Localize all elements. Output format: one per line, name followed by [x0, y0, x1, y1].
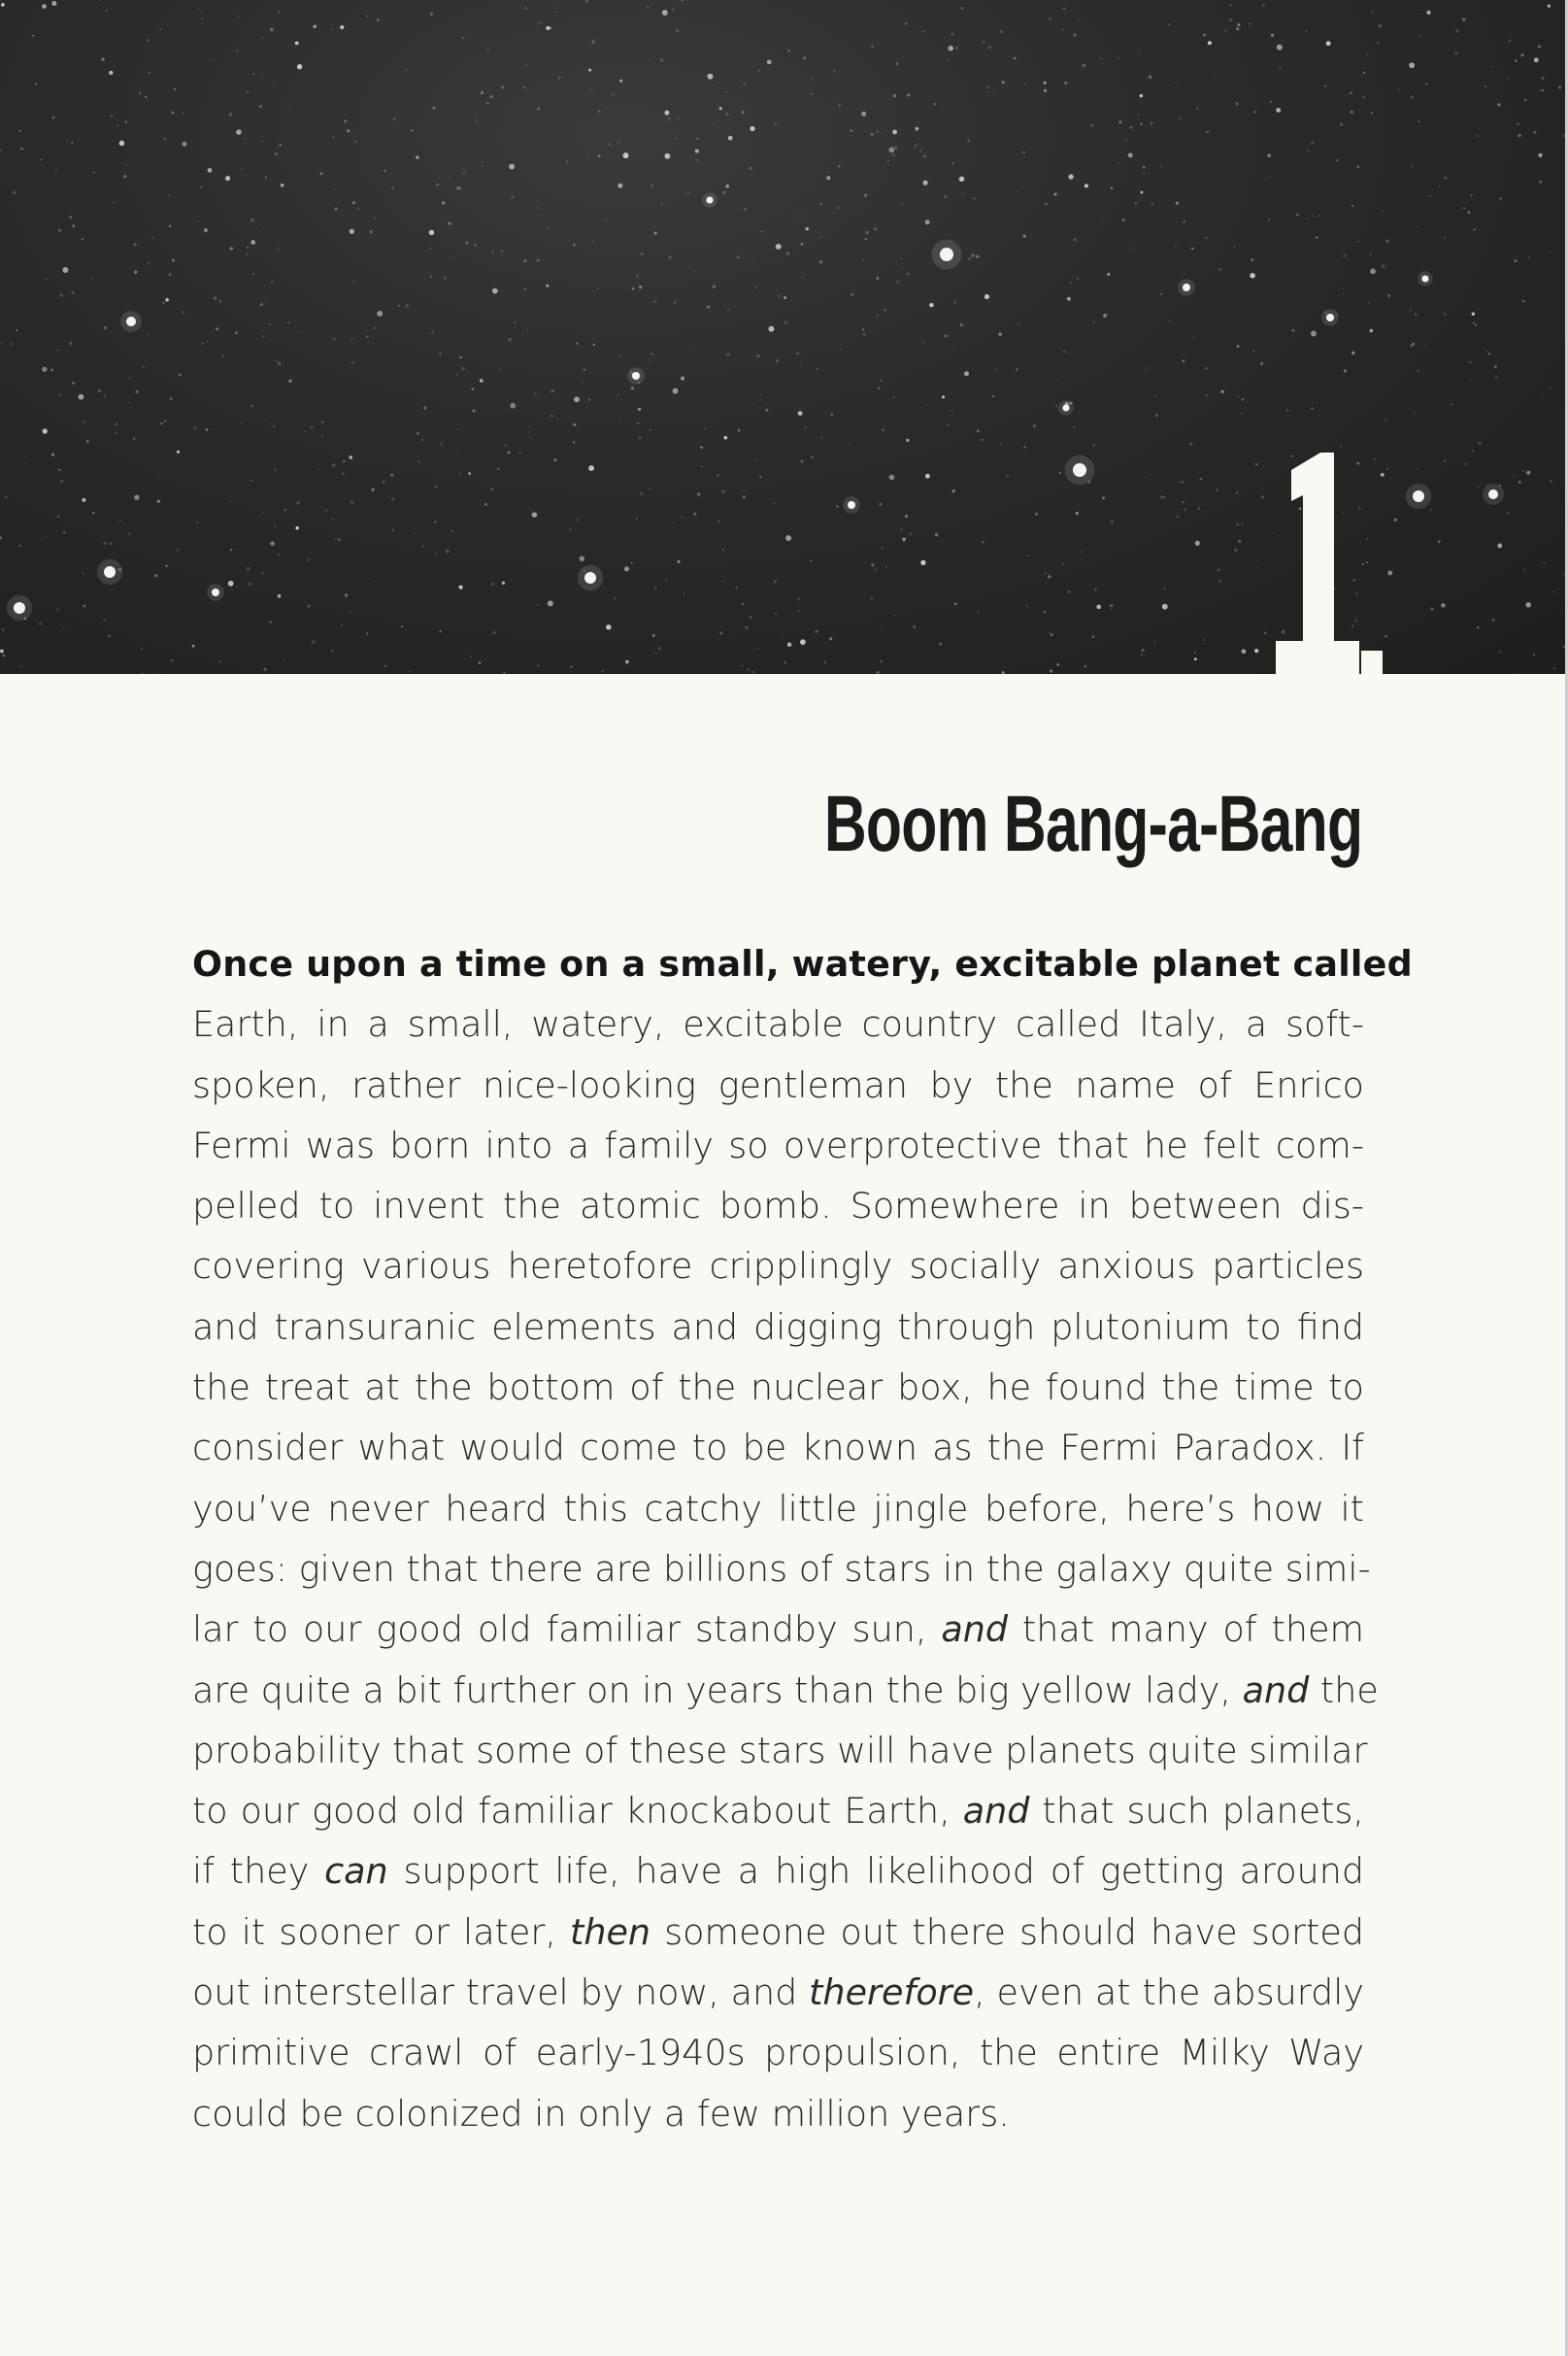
body-text-segment: consider what would come to be known as the Fermi Paradox. If — [192, 1427, 1364, 1469]
body-text-segment: support life, have a high likelihood of getting around — [387, 1850, 1364, 1893]
body-line — [192, 1418, 1364, 1478]
body-text-segment: to it sooner or later, — [192, 1910, 571, 1953]
emphasis-text: and — [962, 1790, 1030, 1833]
chapter-number-1-step — [1361, 651, 1383, 674]
emphasis-text: therefore — [809, 1971, 975, 2014]
body-text-segment: primitive crawl of early-1940s propulsion, the entire Milky Way — [192, 2032, 1364, 2074]
body-text-segment: to our good old familiar knockabout Earth, — [192, 1790, 963, 1833]
body-line — [192, 1661, 1379, 1721]
body-line — [192, 1176, 1364, 1236]
body-line — [192, 1963, 1364, 2023]
body-line — [192, 1781, 1364, 1841]
body-text-segment: the — [1309, 1668, 1379, 1711]
body-text-segment: covering various heretofore cripplingly socially anxious particles — [192, 1245, 1364, 1288]
emphasis-text: then — [570, 1910, 651, 1953]
body-line — [192, 1056, 1364, 1116]
chapter-number-graphic — [1266, 435, 1383, 674]
body-line — [192, 2084, 1364, 2144]
body-text-segment: lar to our good old familiar standby sun, — [192, 1608, 942, 1651]
body-text-segment: spoken, rather nice-looking gentleman by the name of Enrico — [192, 1063, 1364, 1106]
body-line — [192, 1721, 1368, 1781]
emphasis-text: can — [324, 1850, 388, 1893]
body-line — [192, 1116, 1364, 1176]
emphasis-text: and — [941, 1608, 1009, 1651]
body-text-segment: pelled to invent the atomic bomb. Somewhere in between dis- — [192, 1185, 1364, 1228]
body-text-segment: out interstellar travel by now, and — [192, 1971, 810, 2014]
chapter-number-1-glyph — [1276, 453, 1359, 674]
body-line — [192, 1236, 1364, 1296]
body-text-segment: someone out there should have sorted — [651, 1910, 1364, 1953]
body-text-segment: , even at the absurdly — [974, 1971, 1365, 2014]
body-line — [192, 2023, 1364, 2083]
chapter-title: Boom Bang-a-Bang — [823, 780, 1362, 868]
body-line — [192, 994, 1364, 1055]
body-text-segment: and transuranic elements and digging through plutonium to find — [192, 1305, 1364, 1348]
body-text-segment: the treat at the bottom of the nuclear box, he found the time to — [192, 1366, 1364, 1409]
body-line — [192, 1479, 1364, 1539]
body-text-segment: Fermi was born into a family so overprotective that he felt com- — [192, 1124, 1364, 1166]
body-text-segment: could be colonized in only a few million years. — [192, 2092, 1010, 2135]
body-text-segment: that many of them — [1008, 1608, 1365, 1651]
lead-in-text: Once upon a time on a small, watery, excitable planet called — [192, 943, 1413, 985]
body-line — [192, 1599, 1364, 1660]
body-line — [192, 1902, 1364, 1963]
body-line — [192, 1841, 1364, 1902]
chapter-body-text — [192, 934, 1413, 2144]
body-line — [192, 934, 1413, 994]
body-line — [192, 1297, 1364, 1358]
body-text-segment: that such planets, — [1029, 1790, 1364, 1833]
body-text-segment: goes: given that there are billions of stars in the galaxy quite simi- — [192, 1547, 1371, 1590]
body-text-segment: if they — [192, 1850, 325, 1893]
body-text-segment: are quite a bit further on in years than the big yellow lady, — [192, 1668, 1243, 1711]
body-text-segment: probability that some of these stars will have planets quite similar — [192, 1729, 1368, 1771]
body-line — [192, 1358, 1364, 1418]
body-line — [192, 1539, 1371, 1599]
body-text-segment: Earth, in a small, watery, excitable country called Italy, a soft- — [192, 1003, 1364, 1046]
emphasis-text: and — [1242, 1668, 1310, 1711]
body-text-segment: you’ve never heard this catchy little jingle before, here’s how it — [192, 1487, 1364, 1530]
